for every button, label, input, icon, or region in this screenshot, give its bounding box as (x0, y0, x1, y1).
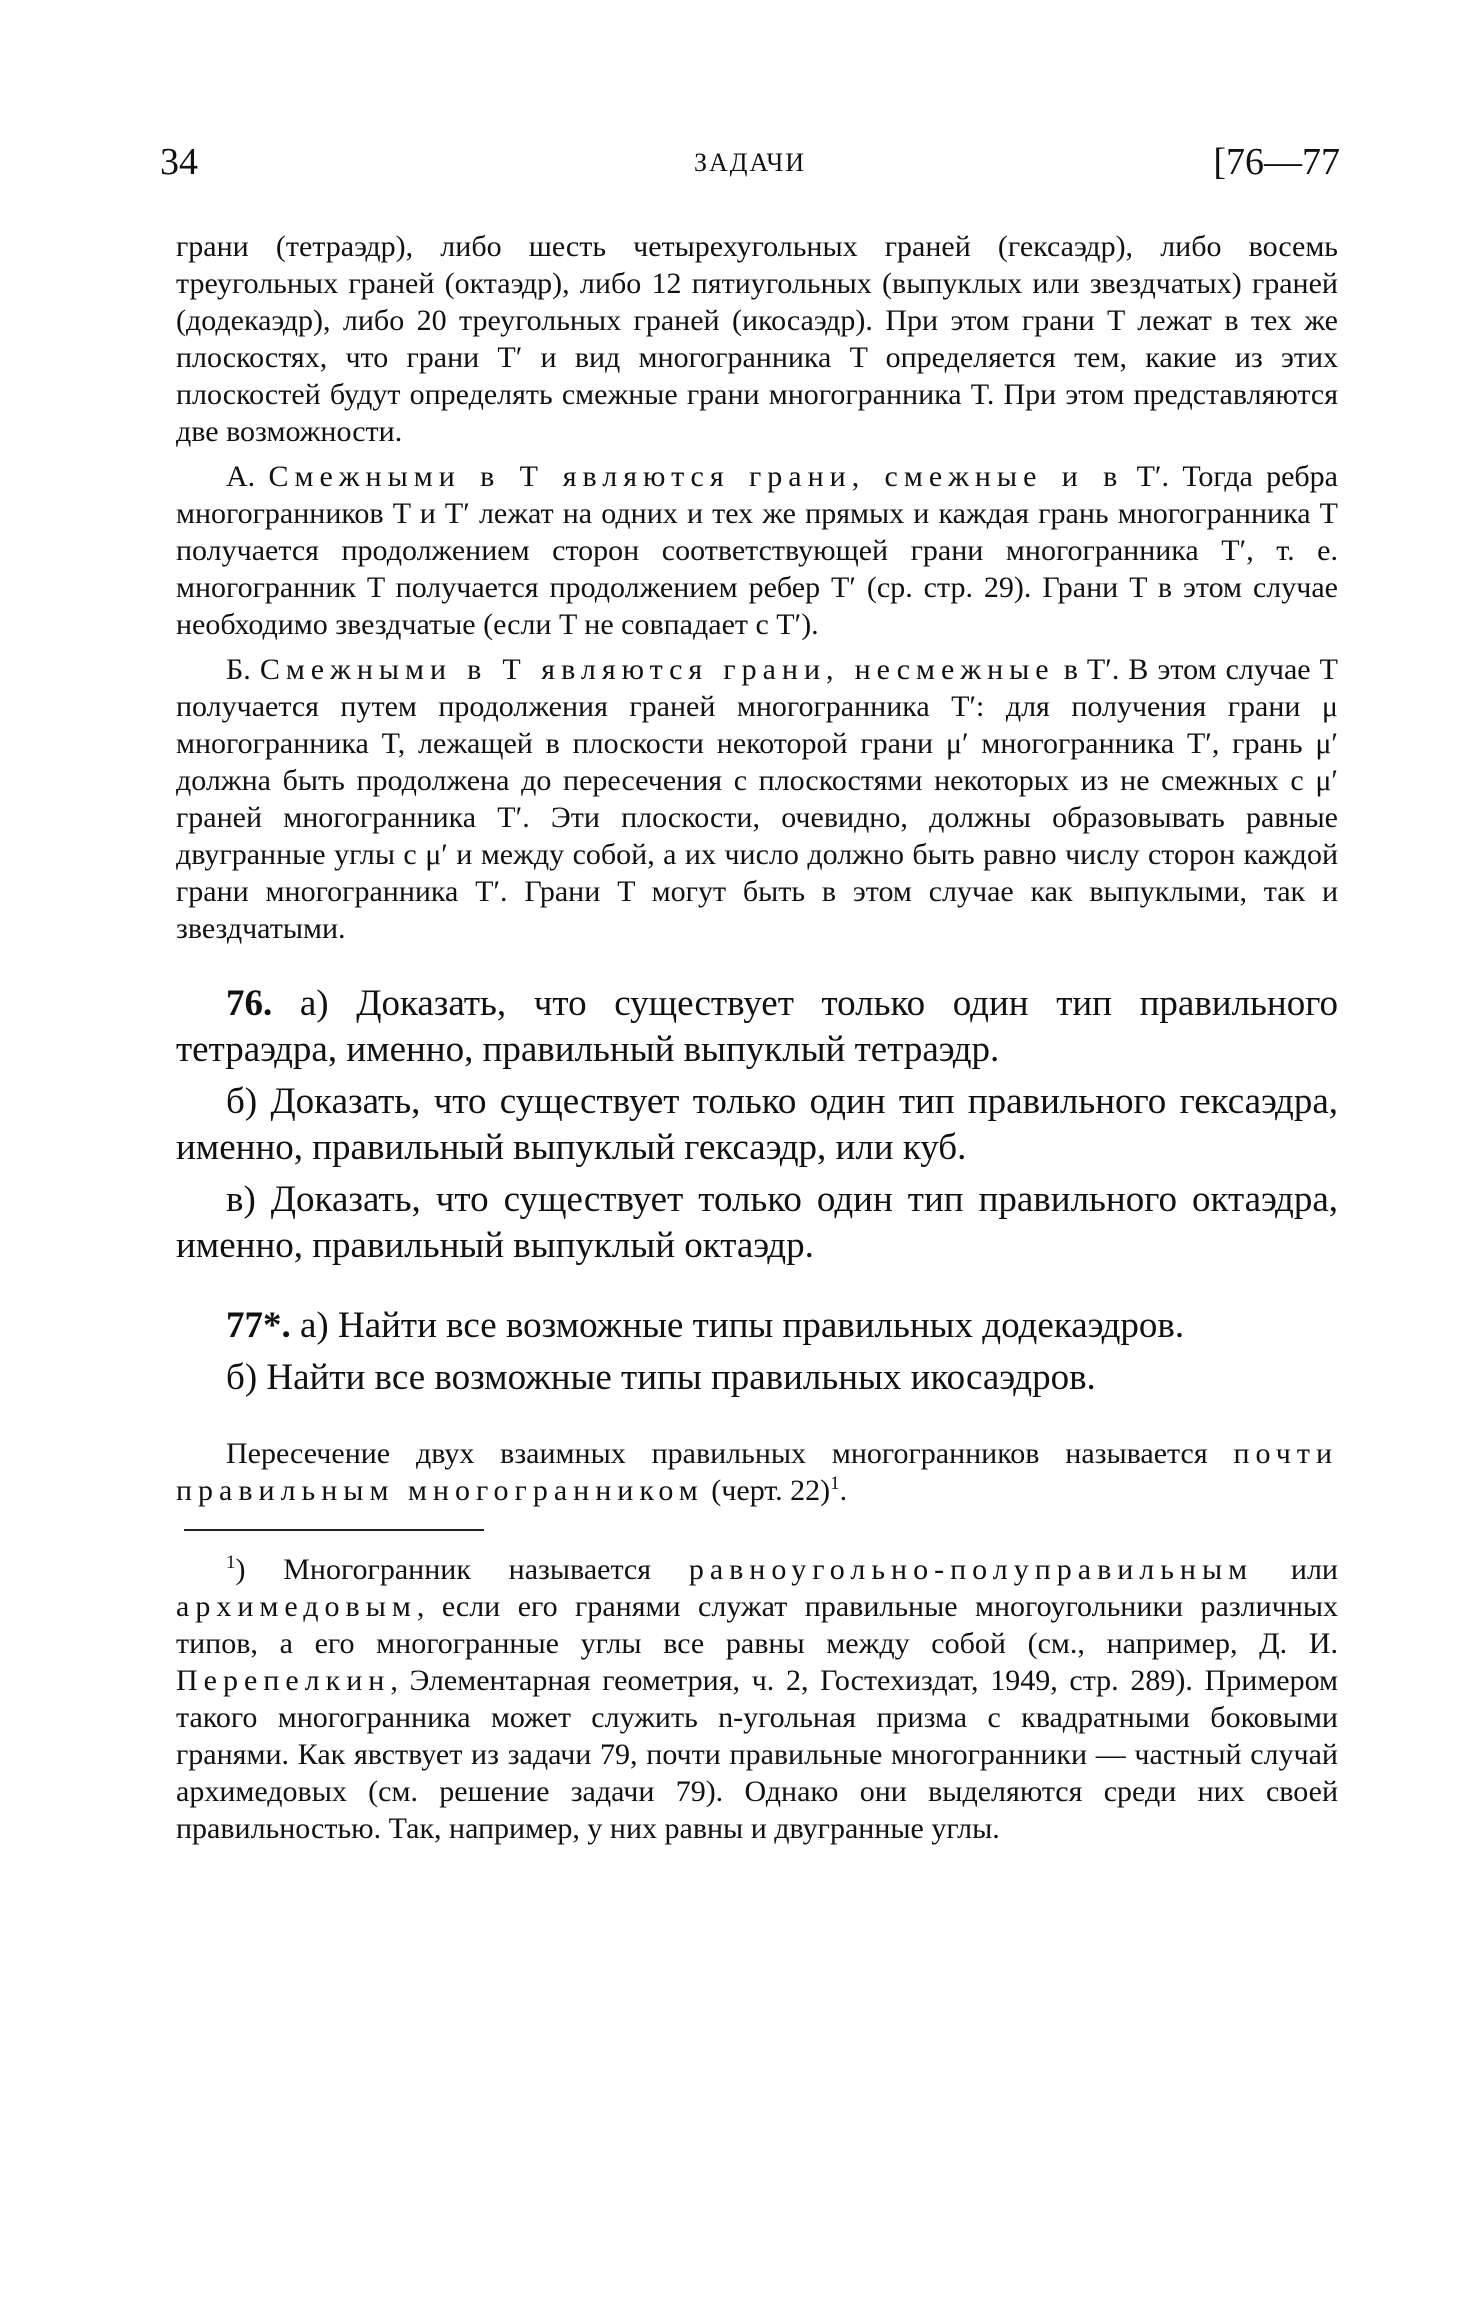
case-a-lead: А. (226, 460, 269, 493)
problem-77-b: б) Найти все возможные типы правильных икосаэдров. (226, 1357, 1096, 1398)
footnote-text-2: , Элементарная геометрия, ч. 2, Гостехиздат, 1949, стр. 289). Примером такого многогранника может служить n-угольная призма с квадратными боковыми гранями. Как явствует из задачи 79, почти правильные многогранники — частный случай архимедовых (см. решение задачи 79). Однако они выделяются среди них своей правильностью. Так, например, у них равны и двугранные углы. (176, 1664, 1338, 1845)
footnote-term-2: архимедовым (176, 1590, 417, 1623)
footnote-author: Перепелкин (176, 1664, 391, 1697)
case-b-text: в T′. В этом случае T получается путем продолжения граней многогранника T′: для получения грани μ многогранника T, лежащей в плоскости некоторой грани μ′ многогранника T′, грань μ′ должна быть продолжена до пересечения с плоскостями некоторых из не смежных с μ′ граней многогранника T′. Эти плоскости, очевидно, должны образовывать равные двугранные углы с μ′ и между собой, а их число должно быть равно числу сторон каждой грани многогранника T′. Грани T могут быть в этом случае как выпуклыми, так и звездчатыми. (176, 653, 1338, 945)
problem-range: [76—77 (1213, 141, 1340, 183)
problem-76-a (176, 981, 1338, 1073)
footnote-divider (184, 1529, 484, 1531)
problem-76-b: б) Доказать, что существует только один тип правильного гексаэдра, именно, правильный выпуклый гексаэдр, или куб. (176, 1081, 1338, 1168)
problem-77-a-text: а) Найти все возможные типы правильных додекаэдров. (290, 1305, 1185, 1346)
definition-term: почти правильным многогранником (176, 1437, 1338, 1507)
case-a-text: T′. Тогда ребра многогранников T и T′ лежат на одних и тех же прямых и каждая грань многогранника T получается продолжением сторон соответствующей грани многогранника T′, т. е. многогранник T получается продолжением ребер T′ (ср. стр. 29). Грани T в этом случае необходимо звездчатые (если T не совпадает с T′). (176, 460, 1338, 641)
case-b-spaced: Смежными в T являются грани, несмежные (259, 653, 1055, 686)
definition-paragraph (176, 1435, 1338, 1509)
definition-tail: (черт. 22) (703, 1474, 831, 1507)
intro-paragraph: грани (тетраэдр), либо шесть четырехугольных граней (гексаэдр), либо восемь треугольных граней (октаэдр), либо 12 пятиугольных (выпуклых или звездчатых) граней (додекаэдр), либо 20 треугольных граней (икосаэдр). При этом грани T лежат в тех же плоскостях, что грани T′ и вид многогранника T определяется тем, какие из этих плоскостей будут определять смежные грани многогранника T. При этом представляются две возможности. (176, 230, 1338, 448)
problem-76-number: 76. (226, 983, 273, 1024)
page-body (176, 228, 1338, 1847)
page-number: 34 (160, 141, 198, 183)
footnote-lead: ) Многогранник называется (235, 1553, 689, 1586)
page-header (160, 140, 1340, 200)
footnote-mark: 1 (226, 1552, 236, 1573)
problem-77-number: 77*. (226, 1305, 291, 1346)
footnote-mid: или (1253, 1553, 1338, 1586)
footnote-ref[interactable]: 1 (830, 1473, 840, 1494)
case-b-lead: Б. (226, 653, 260, 686)
running-title: ЗАДАЧИ (693, 148, 807, 177)
definition-lead: Пересечение двух взаимных правильных многогранников называется (226, 1437, 1234, 1470)
case-b-paragraph (176, 651, 1338, 947)
footnote-term-1: равноугольно-полуправильным (688, 1553, 1254, 1586)
definition-end: . (839, 1474, 848, 1507)
case-a-paragraph (176, 458, 1338, 643)
problem-76-a-text: а) Доказать, что существует только один тип правильного тетраэдра, именно, правильный выпуклый тетраэдр. (176, 983, 1338, 1070)
footnote-text-1: , если его гранями служат правильные многоугольники различных типов, а его многогранные углы все равны между собой (см., например, Д. И. (176, 1590, 1338, 1660)
problem-77-a (176, 1303, 1338, 1349)
problem-76-c: в) Доказать, что существует только один тип правильного октаэдра, именно, правильный выпуклый октаэдр. (176, 1179, 1338, 1266)
footnote (176, 1551, 1338, 1847)
case-a-spaced: Смежными в T являются грани, смежные и в (268, 460, 1124, 493)
